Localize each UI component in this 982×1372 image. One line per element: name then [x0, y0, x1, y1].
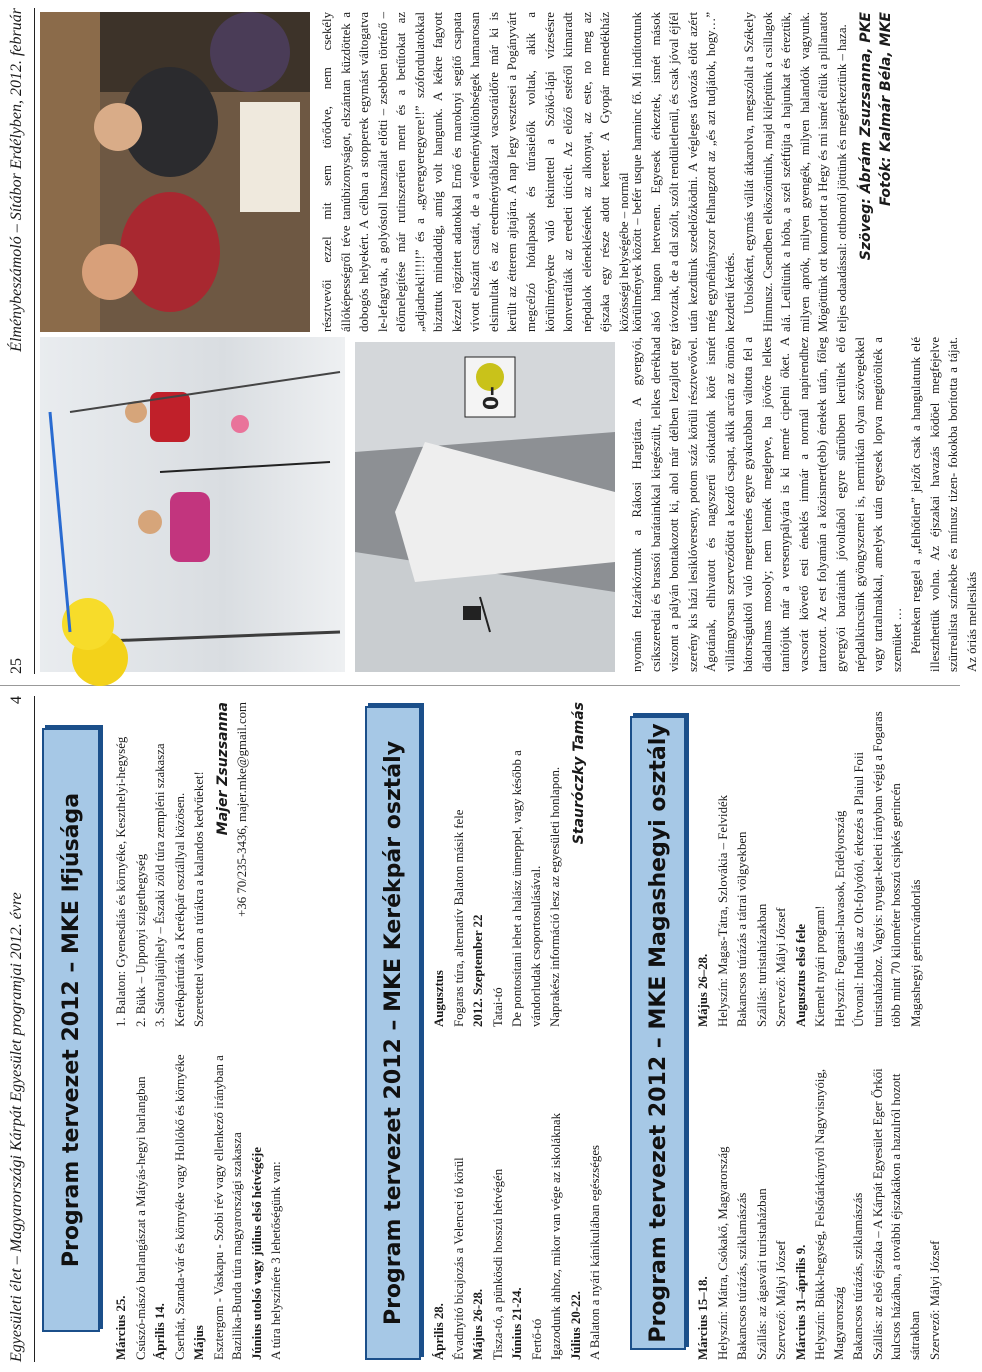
entry-line: Szállás: az ágasvári turistaházban	[754, 1188, 769, 1360]
entry-line: Esztergom - Vaskapu - Szobi rév vagy ellenkező irányban a Bazilika-Burda túra magyarországi szakasza	[211, 1055, 245, 1360]
magashegyi-column-2	[694, 702, 927, 1027]
kerekpar-list	[430, 1042, 605, 1360]
photo-indoor-graphic	[40, 12, 310, 332]
entry-line: Naprakész információ lesz az egyesületi honlapon.	[548, 766, 563, 1027]
magashegyi-column-1	[694, 1042, 945, 1360]
entry-line: A túra helyszínére 3 lehetőségünk van:	[269, 1161, 284, 1360]
photo-skiers-graphic	[40, 337, 345, 672]
entry-heading: Június 21-24.	[510, 1287, 525, 1360]
photo-forest-graphic	[355, 342, 615, 672]
entry-line: Kiemelt nyári program!	[813, 905, 828, 1027]
signature-staurovzky: Stauróczky Tamás	[570, 702, 587, 845]
entry-line: 3. Sátoraljaújhely – Északi zöld túra zempléni szakasza	[153, 743, 168, 1027]
left-column-1	[112, 1042, 287, 1360]
magashegyi-list	[694, 1042, 944, 1360]
photo-skiers-slope	[40, 337, 345, 672]
page-gutter	[0, 685, 960, 686]
entry-line: Útvonal: Indulás az Olt-folyótól, érkezés a Plaiul Foii turistaházhoz. Vagyis: nyugat-keleti irányban végig a Fogaras több mint 70 kilométer hosszú csipkés gerincén	[852, 711, 904, 1027]
entry-heading: 2012. Szeptember 22	[471, 914, 486, 1027]
entry-line: Magashegyi gerincvándorlás	[909, 879, 924, 1027]
entry-line: Szállás: turistaházakban	[754, 903, 769, 1027]
article-paragraph-4: körülmények között – befér usque harminc fő. Mi indítottunk alsó hangon hetvenen. Egyesek érkeztek, ismét mások távoztak, de a dal szólt, szólt rendületlenül, és csak jóval éjfél után kezdtünk szedelőzködni. A végleges távozás előtt azért még egynéhányszor felhangzott az „és azt tudjátok, hogy…” kezdetű kérdés.	[630, 12, 737, 332]
entry-line: Tisza-tó, a pünkösdi hosszú hétvégén	[490, 1168, 505, 1360]
entry-line: Bakancsos túrázás, sziklamászás	[851, 1192, 866, 1360]
left-column-2	[112, 702, 252, 1027]
entry-line: 2. Bükk – Upponyi szigethegység	[133, 853, 148, 1027]
banner-kerekpar: Program tervezet 2012 – MKE Kerékpár osztály	[365, 706, 421, 1360]
entry-line: Szervező: Mályi József	[774, 1240, 789, 1360]
right-page-header	[0, 8, 35, 674]
article-column-1	[628, 337, 982, 672]
entry-line: A Balaton a nyári kánikulában egészséges	[588, 1145, 603, 1360]
entry-line: 1. Balaton: Gyenesdiás és környéke, Keszthelyi-hegység	[114, 736, 128, 1027]
entry-line: Fertő-tó	[529, 1318, 544, 1360]
ifjusag-list-2	[112, 702, 209, 1027]
entry-heading: Június utolsó vagy július első hétvégéje	[249, 1147, 264, 1360]
entry-line: Bakancsos túrázás a tátrai völgyekben	[735, 831, 750, 1027]
article-column-3	[628, 12, 896, 332]
left-page-number: 4	[8, 696, 25, 704]
entry-line: Csúszó-mászó barlangászat a Mátyás-hegyi barlangban	[133, 1076, 148, 1360]
entry-heading: Április 28.	[432, 1303, 446, 1360]
photo-sign-text: 0–	[479, 386, 503, 410]
kerekpar-list-2	[430, 702, 565, 1027]
entry-line: Helyszín: Magas-Tátra, Szlovákia – Felvidék	[715, 794, 730, 1027]
entry-heading: Augusztus	[432, 970, 446, 1027]
contact-line: +36 70/235-3436, majer.mke@gmail.com	[235, 702, 250, 917]
article-paragraph-5: Utolsóként, egymás vállát átkarolva, megszólalt a Székely Himnusz. Csendben elköszöntünk, majd kiléptünk a csillagok alá. Leültünk a hóba, a szél szétfújta a hajunkat és éreztük, milyen aprók, milyen gyengék, milyen halandók vagyunk. Mögöttünk ott komorlott a Hegy és mi ismét éltük a pillanatot teljes odaadással: otthonról jöttünk és megérkeztünk – haza.	[742, 12, 850, 332]
entry-line: Helyszín: Bükk-hegység, Felsőtárkányról Nagyvisnyóig, Magyarország	[813, 1068, 846, 1360]
entry-heading: Március 31–április 9.	[793, 1244, 808, 1360]
entry-line: Fogaras túra, alternatív Balaton másik fele	[451, 809, 466, 1027]
article-paragraph-1: nyomán felzárkóztunk a Rákosi Hargitára. A gyergyói, csíkszeredai és brassói barátainkkal kiegészült, lelkes derékhad viszont a pályán bontakozott ki, ahol már délben lezajlott egy szerény kis házi lesiklóverseny, potom száz körüli résztvevővel. Ágotának, elhivatott és nagyszerű síoktatónk köré ismét villámgyorsan szerveződött a kezdő csapat, akik arcán az önnön bátorságuktól való megrettenés egyre gyakrabban váltotta fel a diadalmas mosoly; nem lennék meglepve, ha jövőre lelkes tanítójuk már a versenypályára is ki merné cipelni őket. A vacsorát követő esti éneklés immár a normál napirendhez tartozott. Az est folyamán a közismert(ebb) énekek után, főleg gyergyói barátaink jóvoltából egyre sűrűbben kerültek elő népdalkincsünk gyöngyszemei is, nemritkán olyan szövegekkel vagy tartalmakkal, amelyek után egyesek lopva megtörölték a szemüket …	[630, 337, 904, 672]
entry-line: Helyszín: Fogarasi-havasok, Erdélyország	[832, 810, 847, 1027]
credit-photos: Fotók: Kalmár Béla, MKE	[877, 12, 894, 207]
entry-line: Kerékpártúrák a Kerékpár osztállyal közösen.	[172, 792, 187, 1027]
entry-heading: Május 26–28.	[696, 953, 710, 1027]
article-paragraph-3: résztvevői ezzel mit sem törődve, nem csekély állóképességről téve tanúbizonyságot, elszántan küzdöttek a dobogós helyekért. A célban a stopperek egymást váltogatva le-lefagytak, a golyóstoll használat előtti – zsebben történő – előmelegítése már rutinszerűen ment és a betűtokat az „adjadneki!!!!!” és a „gyeregyeregyere!!” szófordulatokkal bizattuk mindaddig, amíg volt hangunk. A kékre fagyott kézzel rögzített adatokkal Ernő és maroknyi segítő csapata vívott elszánt csatát, de a véleménykülönbségek hamarosan elsimultak és az eredménytáblázat vacsoráidőre már ki is került az étterem ajtajára. A nap legy vesztesei a Pogányvárt megcélzó hótalpasok és túrasielők voltak, akik a körülményekre való tekintettel a Szökő-lápi vízesésre konvertálták az eredeti úticélt. Az előző estéről kimaradt népdalok eléneklésének az alkonyat, az este, no meg az éjszaka egy része adott keretet. A Gyopár menedékház közösségi helységébe – normál	[320, 12, 631, 332]
entry-line: Igazodunk ahhoz, mikor van vége az iskoláknak	[549, 1113, 564, 1360]
entry-line: Szeretettel várom a túrákra a kalandos kedvűeket!	[192, 771, 207, 1027]
ifjusag-list	[112, 1042, 286, 1360]
entry-heading: Augusztus első fele	[793, 923, 808, 1027]
entry-heading: Május 26-28.	[471, 1288, 486, 1360]
entry-line: Helyszín: Mátra, Csókakő, Magyarország	[715, 1146, 730, 1360]
entry-heading: Április 14.	[153, 1303, 168, 1360]
article-paragraph-2: Pénteken reggel a „felhőtlen” jelzőt csak a hangulatunk elé illeszthettük volna. Az éjszakai havazás ködöel megfejelve szürrealista színekbe és mínusz tizen- fokokba borította a tájat. Az óriás mellesikás	[909, 337, 979, 672]
credit-text: Szöveg: Ábrám Zsuzsanna, PKE	[857, 12, 874, 261]
kerekpar-column-1	[430, 1042, 606, 1360]
entry-line: Bakancsos túrázás, sziklamászás	[735, 1192, 750, 1360]
banner-magashegyi: Program tervezet 2012 – MKE Magashegyi osztály	[630, 716, 686, 1350]
entry-heading: Március 15–18.	[696, 1276, 710, 1360]
magashegyi-list-2	[694, 702, 926, 1027]
entry-line: Szállás: az első éjszaka – A Kárpát Egyesület Eger Őrkői kulcsos házában, a további éjszakákon a hazulról hozott sátrakban	[870, 1068, 923, 1360]
banner-ifjusag: Program tervezet 2012 – MKE Ifjúsága	[42, 728, 100, 1332]
entry-heading: Július 20-22.	[568, 1291, 583, 1360]
left-header-title: Egyesületi élet – Magyarországi Kárpát Egyesület programjai 2012. évre	[8, 892, 25, 1362]
signature-majer: Majer Zsuzsanna	[214, 702, 231, 836]
entry-line: Tatai-tó	[490, 987, 505, 1027]
right-header-title: Élménybeszámoló – Sítábor Erdélyben, 2012. február	[8, 8, 25, 352]
article-column-2	[318, 12, 634, 332]
right-page-number: 25	[8, 658, 25, 674]
entry-line: Szervező: Mályi József	[927, 1240, 942, 1360]
left-page-header	[0, 696, 35, 1362]
photo-indoor-group	[40, 12, 310, 332]
entry-line: Évadnyitó bicajozás a Velencei tó körül	[451, 1157, 466, 1360]
kerekpar-column-2	[430, 702, 589, 1027]
entry-line: Szervező: Mályi József	[774, 907, 789, 1027]
entry-line: Cserhát, Szanda-vár és környéke vagy Hollókő és környéke	[172, 1054, 187, 1360]
entry-heading: Május	[192, 1325, 207, 1360]
entry-line: De pontosítani lehet a halász ünneppel, vagy később a vándorludak csoportosulásával.	[510, 750, 543, 1027]
photo-snowy-forest	[355, 342, 615, 672]
entry-heading: Március 25.	[114, 1295, 128, 1360]
